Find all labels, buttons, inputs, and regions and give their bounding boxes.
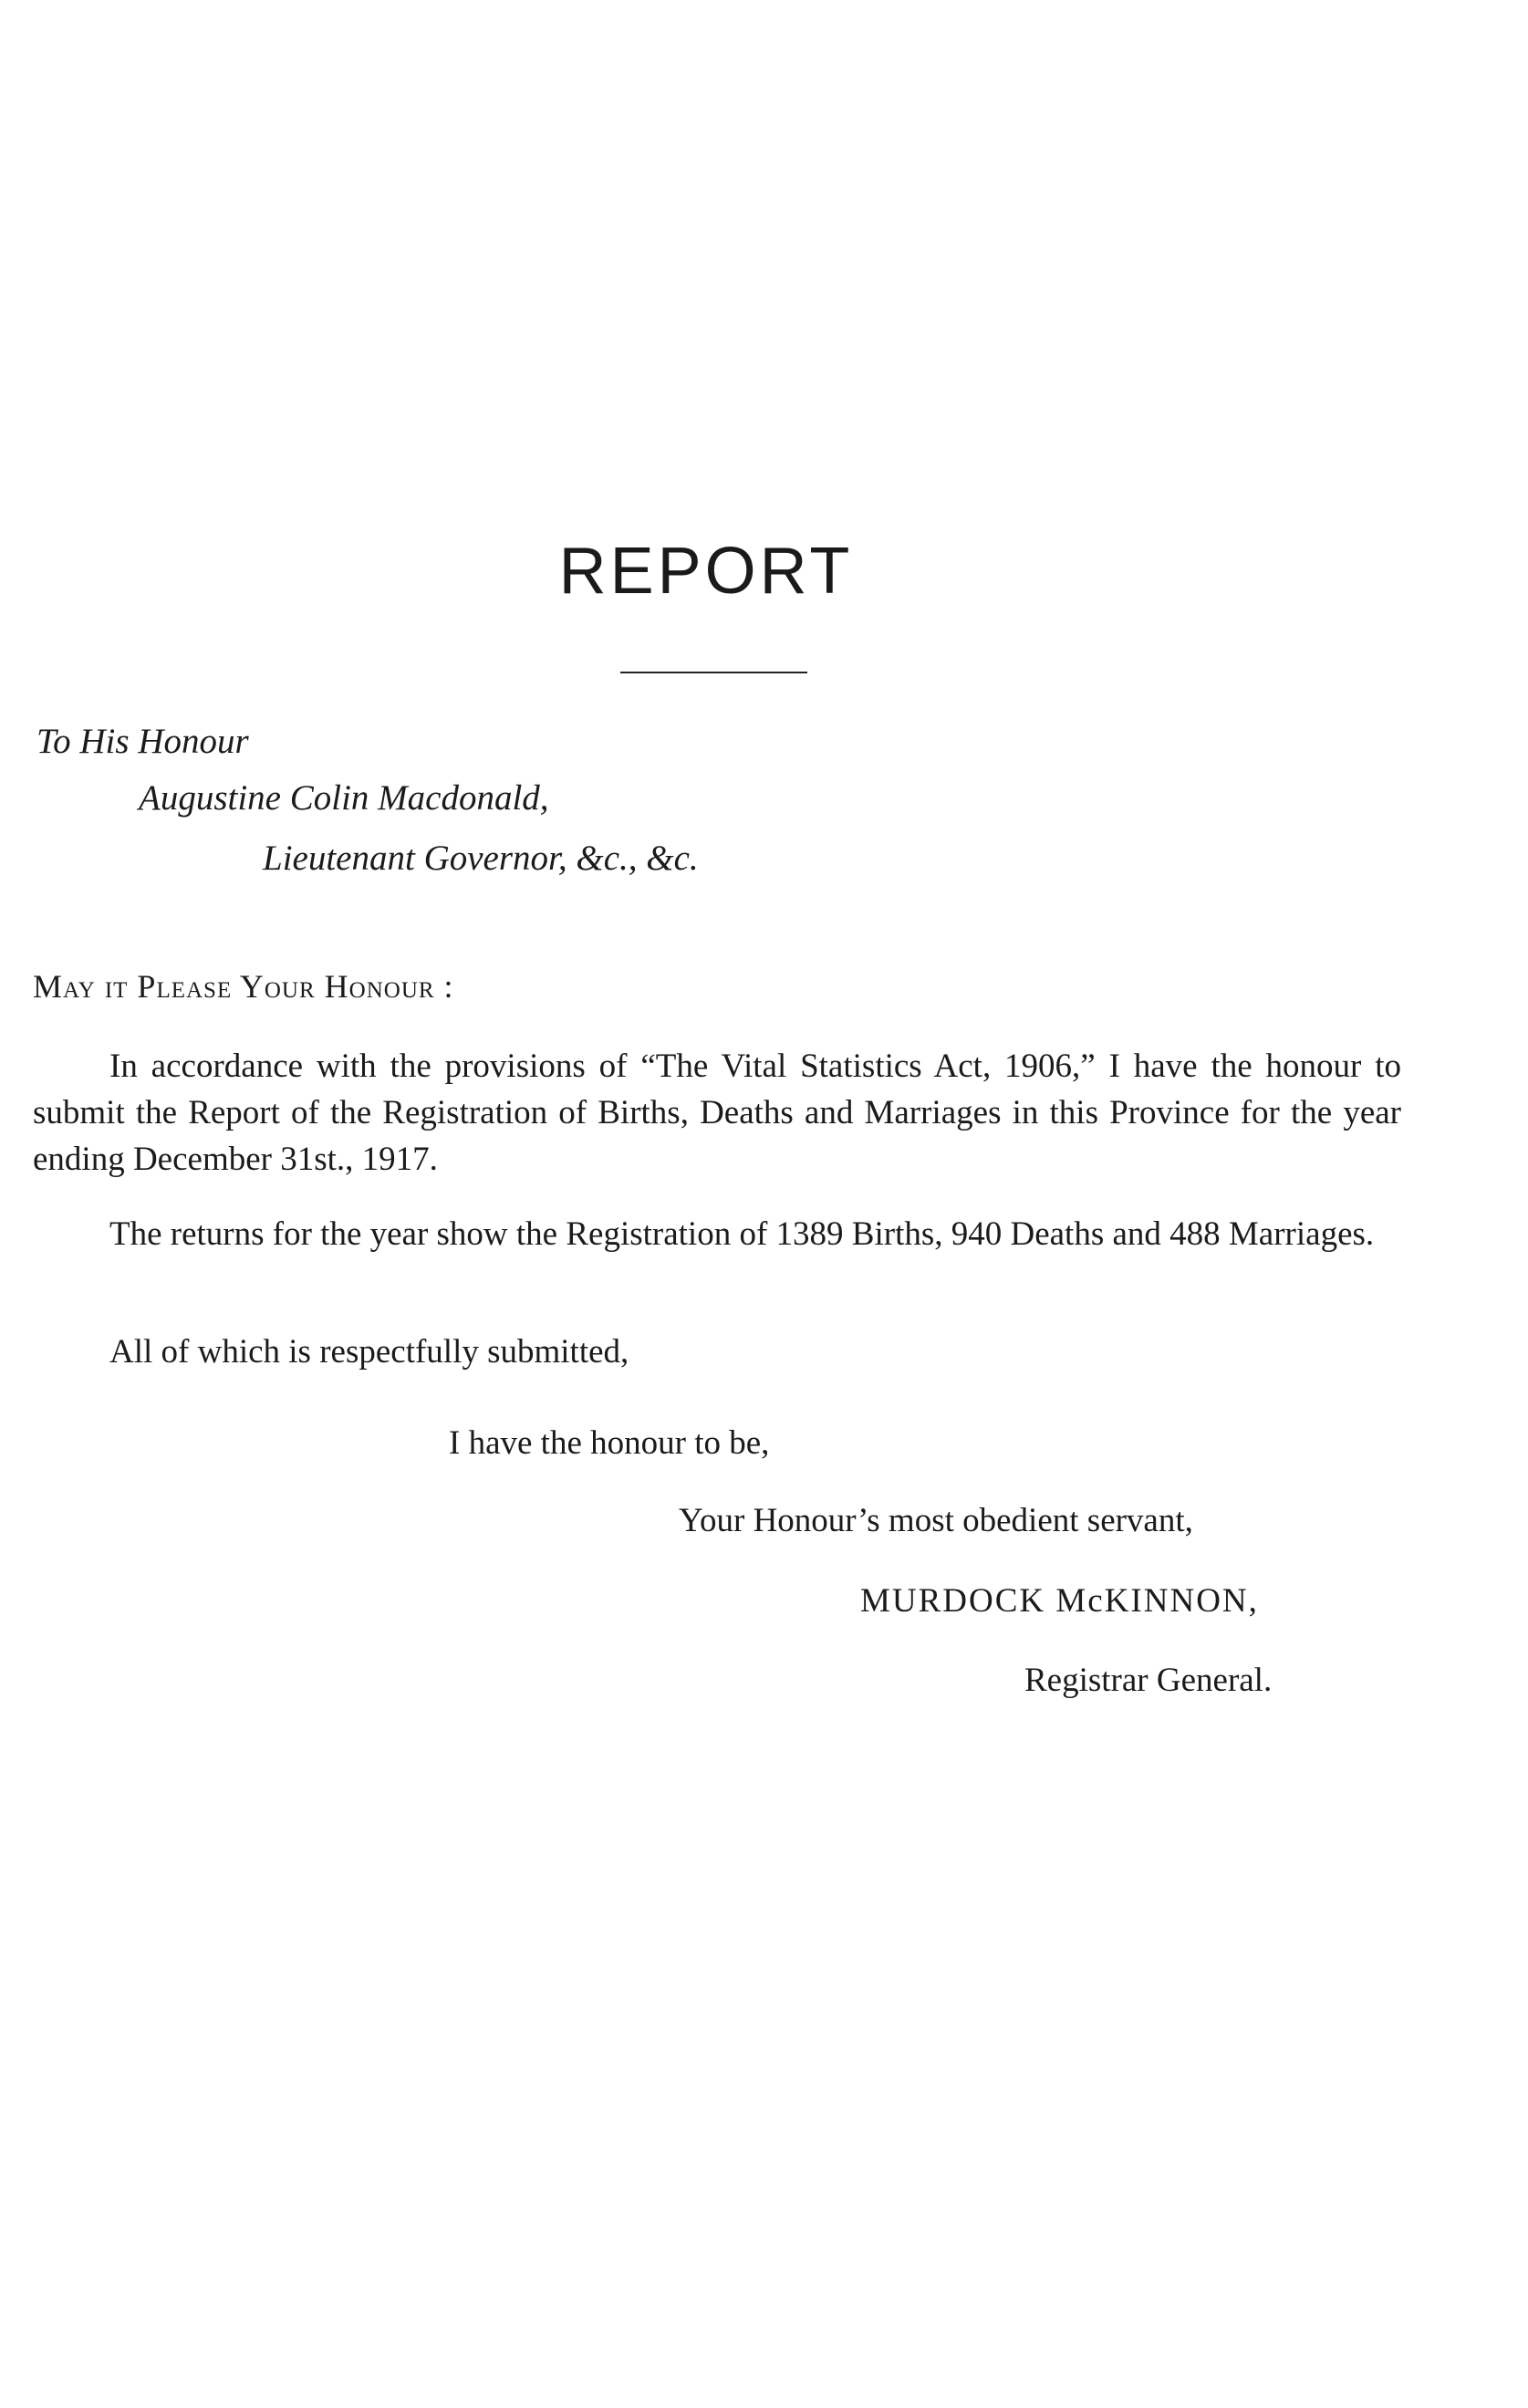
signer-title: Registrar General.: [1024, 1662, 1273, 1699]
report-title: REPORT: [558, 535, 854, 608]
paragraph-1: In accordance with the provisions of “The Vital Statistics Act, 1906,” I have the honour to submit the Report of the Registration of Births, Deaths and Marriages in this Province for the year ending December 31st., 1917.: [33, 1048, 1401, 1178]
signer-name: MURDOCK McKINNON,: [860, 1582, 1259, 1620]
closing-line-2: Your Honour’s most obedient servant,: [679, 1502, 1193, 1539]
address-line-2: Augustine Colin Macdonald,: [139, 778, 549, 818]
address-line-1: To His Honour: [36, 722, 249, 761]
salutation: May it Please Your Honour :: [33, 968, 454, 1005]
paragraph-3: All of which is respectfully submitted,: [109, 1333, 629, 1371]
address-line-3: Lieutenant Governor, &c., &c.: [263, 839, 699, 878]
paragraph-2: The returns for the year show the Registration of 1389 Births, 940 Deaths and 488 Marriages.: [109, 1215, 1375, 1253]
closing-line-1: I have the honour to be,: [449, 1424, 770, 1462]
title-divider: [620, 672, 807, 673]
